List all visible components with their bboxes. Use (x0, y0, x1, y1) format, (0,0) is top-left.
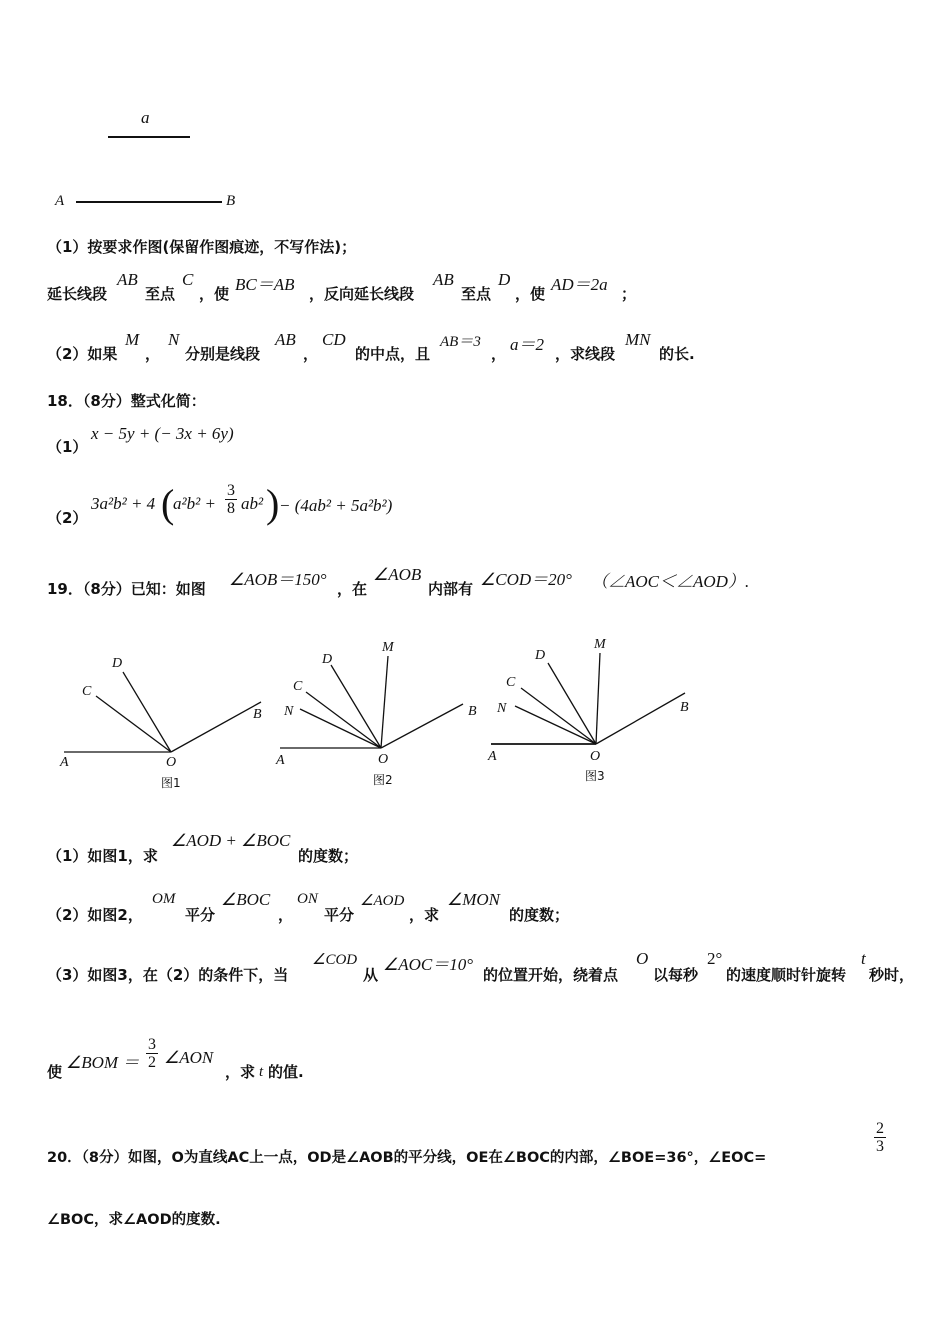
text: 使 (47, 1063, 63, 1081)
q19-p3-line (47, 949, 927, 984)
math-boc: ∠BOC (221, 890, 271, 909)
denominator: 8 (227, 500, 235, 517)
label-c: C (293, 679, 303, 694)
label-c: C (506, 675, 516, 690)
math-on: ON (297, 891, 318, 907)
text: 延长线段 (47, 285, 108, 303)
math-d: D (498, 270, 511, 289)
text: 的值. (268, 1063, 304, 1081)
expr-part: 3a²b² + 4 (91, 494, 156, 513)
q18-p2-label: （2） (47, 509, 88, 527)
text: 至点 (461, 285, 492, 303)
q18-p1-expr: x − 5y + (− 3x + 6y) (91, 424, 234, 443)
q19-p3-line2 (47, 1036, 927, 1082)
numerator: 3 (227, 482, 235, 499)
math-t: t (259, 1064, 264, 1080)
denominator: 2 (148, 1054, 156, 1071)
text: ，反向延长线段 (309, 285, 415, 303)
text: （3）如图3，在（2）的条件下，当 (47, 966, 289, 984)
text: 的度数； (298, 847, 359, 865)
expr-part: a²b² + (173, 494, 216, 513)
text: ； (621, 285, 637, 303)
text: ，求 (225, 1063, 256, 1081)
expr-part: ab² (241, 494, 264, 513)
fraction-2-3 (874, 1120, 886, 1155)
q19-p2-line (47, 890, 927, 924)
math-t: t (861, 949, 866, 968)
math-condition: （∠AOC＜∠AOD）. (591, 572, 750, 591)
paren-open: ( (161, 481, 175, 526)
math-aod: ∠AOD (360, 893, 405, 909)
text: ， (278, 906, 294, 924)
math-a-eq: a＝2 (510, 335, 544, 354)
text: ，求线段 (555, 345, 616, 363)
math-deg2: 2° (707, 949, 723, 968)
label-a: A (276, 753, 285, 768)
math-aon: ∠AON (164, 1048, 214, 1067)
label-b: B (468, 704, 477, 719)
math-n: N (168, 330, 180, 349)
text: 从 (363, 966, 379, 984)
label-a: A (60, 755, 69, 770)
label-o: O (166, 755, 177, 770)
denominator: 3 (876, 1138, 884, 1155)
math-ab: AB (117, 270, 138, 289)
segment-a-label: a (141, 108, 150, 127)
fraction-3-8 (225, 482, 237, 517)
math-m: M (125, 330, 140, 349)
math-cod: ∠COD (312, 952, 358, 968)
fig3-caption: 图3 (585, 769, 605, 783)
text: 分别是线段 (185, 345, 261, 363)
q17-p1-title: （1）按要求作图(保留作图痕迹，不写作法)； (47, 238, 357, 256)
text: ， (303, 345, 319, 363)
text: 至点 (145, 285, 176, 303)
label-o: O (378, 752, 389, 767)
segment-ab (76, 201, 222, 203)
math-cod20: ∠COD＝20° (480, 570, 572, 589)
label-m: M (594, 637, 606, 652)
math-expr: ∠AOD + ∠BOC (171, 831, 291, 850)
fig2-caption: 图2 (373, 773, 393, 787)
text: （2）如果 (47, 345, 118, 363)
label-b: B (680, 700, 689, 715)
point-b-label: B (226, 193, 236, 209)
label-o: O (590, 749, 601, 764)
math-o: O (636, 949, 649, 968)
text: 的长. (659, 345, 695, 363)
fig1-caption: 图1 (161, 776, 181, 790)
text: 的中点，且 (355, 345, 431, 363)
figure-1 (59, 656, 262, 790)
text: 的速度顺时针旋转 (726, 966, 847, 984)
numerator: 3 (148, 1036, 156, 1053)
text: ，使 (515, 285, 546, 303)
math-bom: ∠BOM ＝ (66, 1053, 140, 1072)
math-cd: CD (322, 330, 346, 349)
text: 秒时， (869, 966, 915, 984)
text: （1）如图1，求 (47, 847, 158, 865)
text: 内部有 (428, 580, 474, 598)
text: （2）如图2， (47, 906, 143, 924)
label-d: D (322, 652, 333, 667)
math-om: OM (152, 891, 176, 907)
fraction-3-2 (146, 1036, 158, 1071)
math-c: C (182, 270, 194, 289)
text: ，在 (337, 580, 368, 598)
q19-p1-line (47, 831, 927, 865)
q20-line2: ∠BOC，求∠AOD的度数. (47, 1212, 221, 1228)
text: 以每秒 (653, 966, 699, 984)
math-aob150: ∠AOB＝150° (229, 570, 327, 589)
q20-line1: 20．（8分）如图，O为直线AC上一点，OD是∠AOB的平分线，OE在∠BOC的内部，∠BOE=36°，∠EOC= (47, 1150, 767, 1166)
q19-title (47, 565, 927, 598)
paren-close: ) (266, 481, 280, 526)
math-mon: ∠MON (447, 890, 501, 909)
label-c: C (82, 684, 92, 699)
text: ，求 (409, 906, 440, 924)
label-d: D (112, 656, 123, 671)
math-aob: ∠AOB (373, 565, 422, 584)
numerator: 2 (876, 1120, 884, 1137)
text: 的位置开始，绕着点 (483, 966, 619, 984)
text: ， (491, 345, 507, 363)
label-a: A (488, 749, 497, 764)
label-m: M (382, 640, 394, 655)
math-ab: AB (433, 270, 454, 289)
label-d: D (535, 648, 546, 663)
q19-figures (0, 620, 950, 800)
q18-p1-label: （1） (47, 438, 88, 456)
q17-p1-line (47, 270, 927, 303)
text: ， (145, 345, 161, 363)
label-b: B (253, 707, 262, 722)
math-ab: AB (275, 330, 296, 349)
math-bc-eq: BC＝AB (235, 275, 295, 294)
math-ab-eq: AB＝3 (440, 334, 481, 350)
q18-p2-expr (91, 482, 451, 530)
text: ，使 (199, 285, 230, 303)
q18-title: 18．（8分）整式化简： (47, 392, 206, 410)
figure-3 (487, 637, 689, 783)
point-a-label: A (55, 193, 65, 209)
segment-a (108, 136, 190, 138)
expr-part: − (4ab² + 5a²b²) (279, 496, 393, 515)
text: 平分 (185, 906, 216, 924)
text: 19．（8分）已知：如图 (47, 580, 206, 598)
math-ad-eq: AD＝2a (551, 275, 608, 294)
text: 的度数； (509, 906, 570, 924)
q17-p2-line (47, 330, 927, 363)
text: 平分 (324, 906, 355, 924)
label-n: N (284, 704, 294, 719)
math-aoc10: ∠AOC＝10° (383, 955, 474, 974)
figure-2 (275, 640, 477, 787)
math-mn: MN (625, 330, 651, 349)
label-n: N (497, 701, 507, 716)
